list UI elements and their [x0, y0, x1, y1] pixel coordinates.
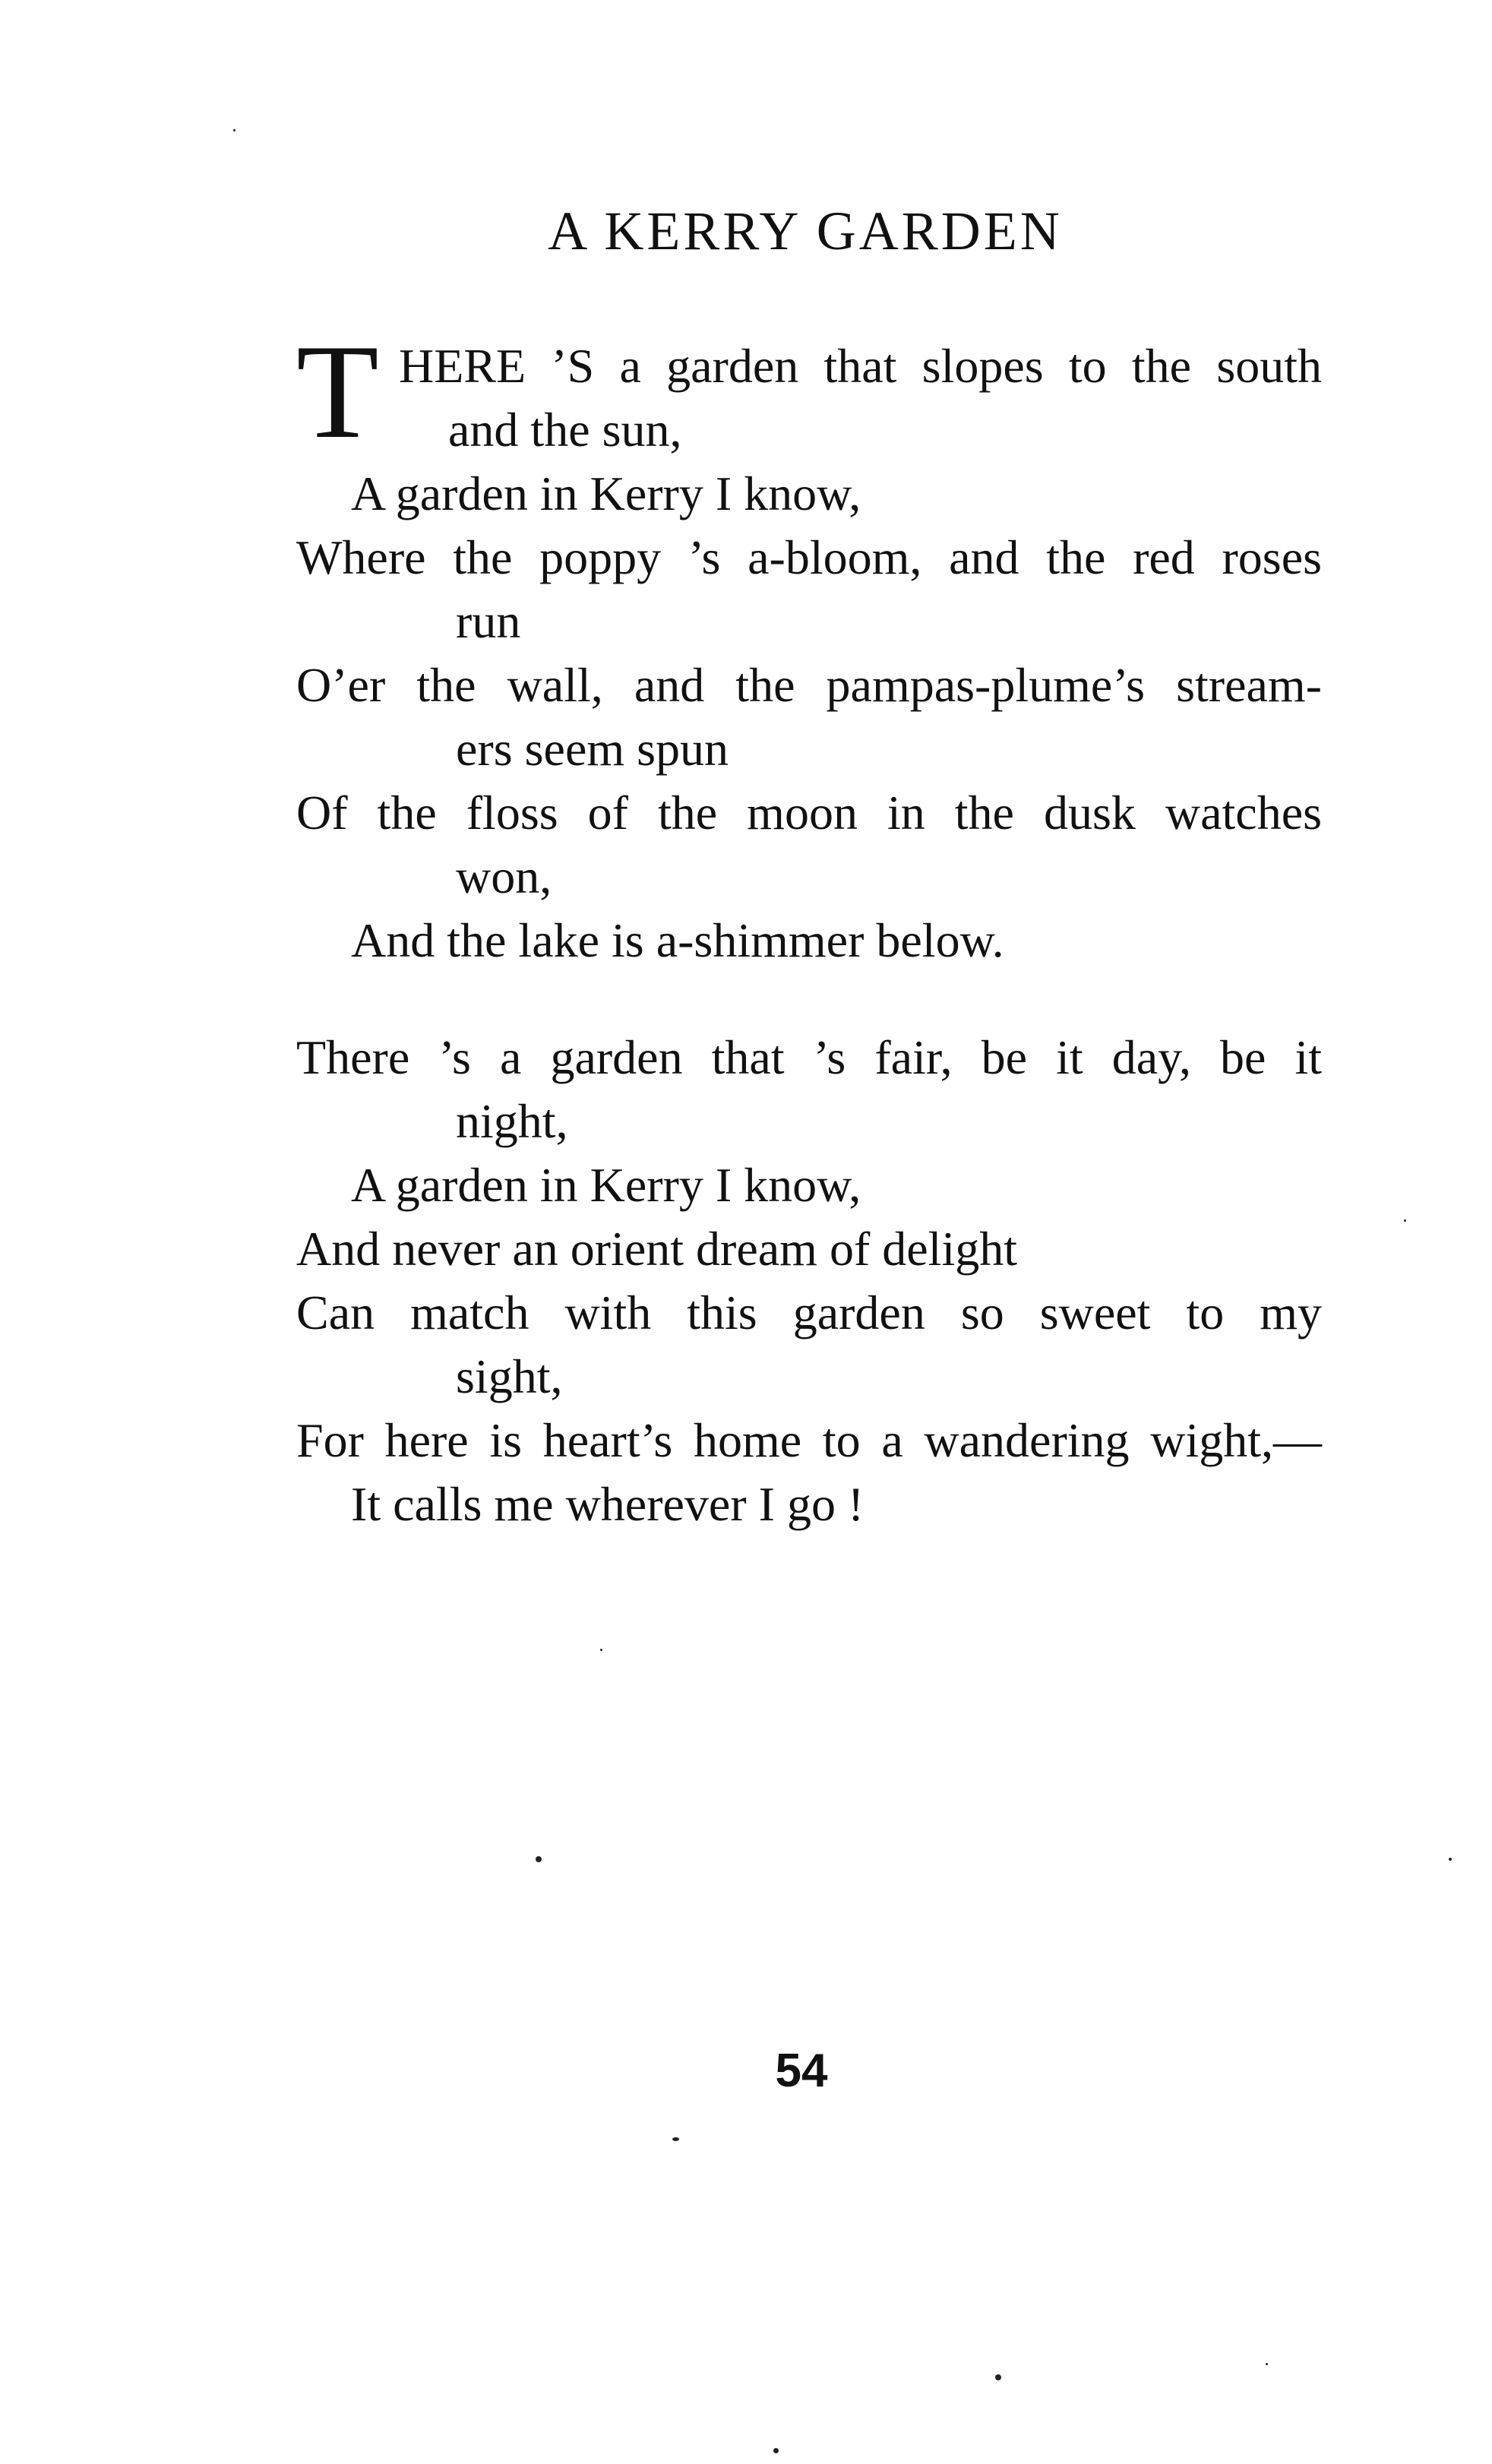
poem-line: run: [456, 594, 521, 648]
poem-line-text: HERE ’S a garden that slopes to the south: [399, 339, 1322, 393]
poem-line: O’er the wall, and the pampas-plume’s stream-: [296, 658, 1322, 712]
poem-line: For here is heart’s home to a wandering wight,—: [296, 1413, 1322, 1467]
scan-speck: [600, 1649, 602, 1651]
scan-speck: [536, 1856, 542, 1862]
scan-speck: [233, 129, 235, 131]
poem-line: sight,: [456, 1349, 563, 1403]
poem-body: [296, 316, 1322, 1536]
poem-line: Can match with this garden so sweet to my: [296, 1286, 1322, 1340]
poem-title: A KERRY GARDEN: [548, 201, 1063, 261]
poem-line: A garden in Kerry I know,: [351, 1158, 861, 1212]
scan-speck: [1404, 1219, 1406, 1222]
poem-line: Of the floss of the moon in the dusk watches: [296, 786, 1322, 840]
poem-line: ers seem spun: [456, 722, 729, 776]
scan-speck: [1266, 2363, 1268, 2365]
poem-line: and the sun,: [448, 403, 682, 457]
scan-speck: [773, 2448, 779, 2453]
poem-line: And never an orient dream of delight: [296, 1222, 1017, 1276]
poem-line: won,: [456, 849, 552, 903]
poem-line: And the lake is a-shimmer below.: [351, 913, 1004, 967]
stanza-2: [296, 1026, 1322, 1536]
scan-speck: [995, 2374, 1001, 2380]
drop-cap: T: [296, 316, 379, 467]
poem-line: Where the poppy ’s a-bloom, and the red roses: [296, 530, 1322, 584]
scan-speck: [1449, 1858, 1452, 1861]
poem-line: There ’s a garden that ’s fair, be it day, be it: [296, 1030, 1322, 1084]
scan-speck: [672, 2137, 679, 2141]
stanza-1: [296, 316, 1322, 973]
poem-line: A garden in Kerry I know,: [351, 467, 861, 520]
poem-line: night,: [456, 1094, 568, 1148]
poem-line: It calls me wherever I go !: [351, 1477, 865, 1531]
page-number: 54: [775, 2045, 828, 2097]
stanza-gap: [296, 973, 1322, 1026]
